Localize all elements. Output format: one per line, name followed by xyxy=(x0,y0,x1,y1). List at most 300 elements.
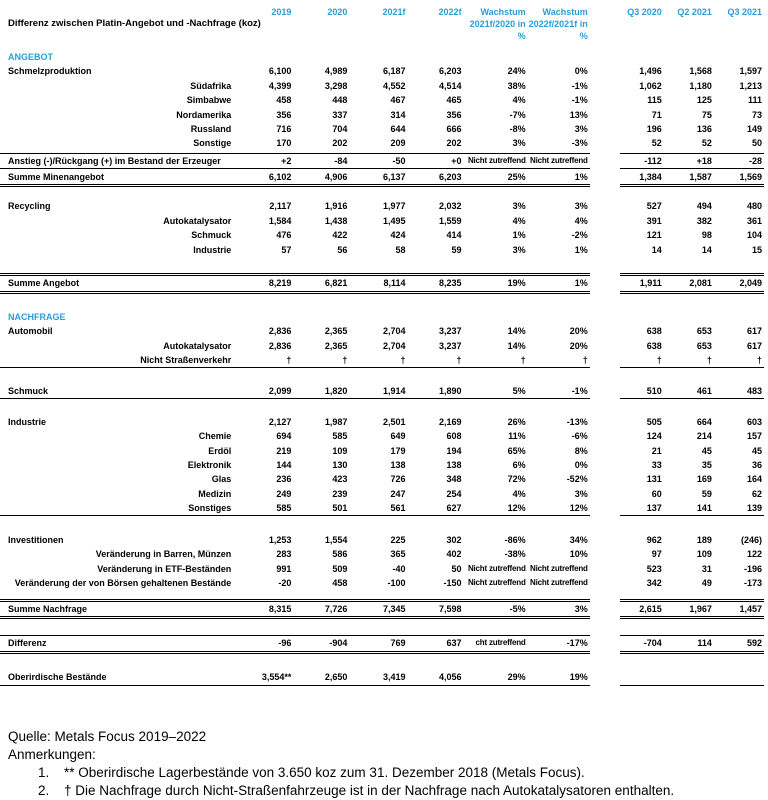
cell: 3% xyxy=(574,123,588,134)
cell: 24% xyxy=(507,66,526,77)
cell: 3% xyxy=(512,201,526,212)
cell: 664 xyxy=(696,416,712,427)
cell: 337 xyxy=(332,109,348,120)
cell: -28 xyxy=(714,153,764,168)
cell: 467 xyxy=(390,95,406,106)
cell: † xyxy=(714,353,764,368)
row-spacer xyxy=(0,292,764,302)
cell: 608 xyxy=(446,431,462,442)
row-label: Medizin xyxy=(198,488,232,499)
cell: 138 xyxy=(390,460,406,471)
footnote-2-text: † Die Nachfrage durch Nicht-Straßenfahrzeuge ist in der Nachfrage nach Autokatalysatoren enthalten. xyxy=(64,782,675,798)
cell: 365 xyxy=(390,549,406,560)
cell: 527 xyxy=(646,201,662,212)
cell: 494 xyxy=(696,201,712,212)
cell: 314 xyxy=(390,109,406,120)
row-spacer xyxy=(0,185,764,199)
table-row xyxy=(0,444,764,458)
col-header-growth2-line3: % xyxy=(579,31,588,41)
column-gap xyxy=(590,18,620,30)
cell: 6% xyxy=(512,460,526,471)
cell: 49 xyxy=(701,578,712,589)
cell: -1% xyxy=(571,95,588,106)
cell: 1,916 xyxy=(324,201,348,212)
cell: 694 xyxy=(276,431,292,442)
cell: 1,438 xyxy=(324,215,348,226)
row-spacer xyxy=(0,652,764,670)
cell: 391 xyxy=(646,215,662,226)
table-body xyxy=(0,42,764,685)
cell: 6,102 xyxy=(236,169,293,185)
cell: 2,704 xyxy=(382,326,406,337)
cell: 59 xyxy=(701,488,712,499)
column-gap xyxy=(590,429,620,443)
row-spacer xyxy=(0,257,764,275)
cell: 0% xyxy=(574,460,588,471)
cell: 4% xyxy=(512,215,526,226)
cell: 179 xyxy=(390,445,406,456)
footnote-2-number: 2. xyxy=(38,782,50,798)
cell: 109 xyxy=(696,549,712,560)
column-gap xyxy=(590,501,620,516)
cell: 4% xyxy=(574,215,588,226)
table-row xyxy=(0,576,764,590)
cell: 510 xyxy=(620,384,664,399)
cell: cht zutreffend xyxy=(464,636,528,652)
cell: 2,032 xyxy=(439,201,462,212)
cell: 164 xyxy=(746,474,762,485)
cell: 7,726 xyxy=(293,600,349,617)
cell: 1,987 xyxy=(324,416,348,427)
cell: 115 xyxy=(647,95,662,106)
cell: 73 xyxy=(751,109,762,120)
cell: 144 xyxy=(276,460,292,471)
cell: 2,365 xyxy=(324,326,348,337)
cell: 8,315 xyxy=(236,600,293,617)
cell: 2,836 xyxy=(268,326,292,337)
cell: +0 xyxy=(407,153,463,168)
cell: 2,704 xyxy=(382,340,406,351)
cell: 458 xyxy=(332,578,348,589)
cell: 382 xyxy=(696,215,712,226)
cell: Nicht zutreffend xyxy=(467,563,526,573)
cell: -17% xyxy=(528,636,590,652)
cell: 72% xyxy=(507,474,526,485)
table-row xyxy=(0,242,764,256)
row-label: Anstieg (-)/Rückgang (+) im Bestand der Erzeuger xyxy=(0,153,236,168)
cell: 52 xyxy=(651,138,662,149)
row-label: Investitionen xyxy=(8,535,64,546)
table-row xyxy=(0,153,764,168)
cell: 356 xyxy=(446,109,462,120)
table-row xyxy=(0,472,764,486)
row-label: Chemie xyxy=(198,431,232,442)
col-header-growth1-line2: 2021f/2020 in xyxy=(469,19,526,29)
cell: 704 xyxy=(332,123,348,134)
table-row xyxy=(0,353,764,368)
cell: 45 xyxy=(751,445,762,456)
cell: 3,237 xyxy=(439,340,462,351)
footnote-1-text: ** Oberirdische Lagerbestände von 3.650 koz zum 31. Dezember 2018 (Metals Focus). xyxy=(64,764,585,780)
table-row xyxy=(0,136,764,150)
cell: 109 xyxy=(332,445,348,456)
column-gap xyxy=(590,324,620,338)
row-label: Sonstige xyxy=(193,138,232,149)
column-gap xyxy=(590,93,620,107)
table-row xyxy=(0,339,764,353)
column-gap xyxy=(590,107,620,121)
row-label: Simbabwe xyxy=(186,95,232,106)
cell: 1% xyxy=(574,244,588,255)
cell: 1,457 xyxy=(714,600,764,617)
column-gap xyxy=(590,79,620,93)
table-row xyxy=(0,458,764,472)
cell: 617 xyxy=(746,340,762,351)
column-gap xyxy=(590,472,620,486)
cell: 458 xyxy=(276,95,292,106)
table-row xyxy=(0,79,764,93)
cell: -196 xyxy=(743,563,762,574)
cell: 6,203 xyxy=(407,169,463,185)
cell: 5% xyxy=(464,384,528,399)
cell: 60 xyxy=(651,488,662,499)
cell: 14% xyxy=(507,326,526,337)
cell: 1,062 xyxy=(639,80,662,91)
cell: 637 xyxy=(407,636,463,652)
cell: 1,820 xyxy=(293,384,349,399)
cell: 2,049 xyxy=(714,275,764,292)
cell: -86% xyxy=(504,535,526,546)
cell: 1% xyxy=(528,169,590,185)
column-gap xyxy=(590,30,620,42)
cell: 14 xyxy=(651,244,662,255)
cell: 1,554 xyxy=(324,535,348,546)
cell: 131 xyxy=(646,474,662,485)
cell: 71 xyxy=(651,109,662,120)
table-row xyxy=(0,487,764,501)
cell: 638 xyxy=(646,326,662,337)
cell: Nicht zutreffend xyxy=(528,153,590,168)
table-row xyxy=(0,547,764,561)
table-row xyxy=(0,429,764,443)
cell: 170 xyxy=(276,138,292,149)
row-label: Glas xyxy=(211,474,232,485)
table-row xyxy=(0,533,764,547)
cell: 14 xyxy=(701,244,712,255)
cell: 121 xyxy=(646,230,662,241)
table-row xyxy=(0,562,764,576)
cell: † xyxy=(293,353,349,368)
cell: 104 xyxy=(746,230,762,241)
cell: 3% xyxy=(512,138,526,149)
cell: 1,213 xyxy=(739,80,762,91)
table-row xyxy=(0,214,764,228)
cell: -20 xyxy=(278,578,292,589)
cell: 638 xyxy=(646,340,662,351)
cell: 3,237 xyxy=(439,326,462,337)
cell: -8% xyxy=(509,123,526,134)
footnote-2 xyxy=(8,782,764,800)
cell: 666 xyxy=(446,123,462,134)
cell: 29% xyxy=(464,670,528,685)
cell: 1,587 xyxy=(664,169,714,185)
cell: 125 xyxy=(696,95,712,106)
cell: 12% xyxy=(464,501,528,516)
column-gap xyxy=(590,487,620,501)
cell: 111 xyxy=(747,95,762,106)
cell: 35 xyxy=(701,460,712,471)
cell: 3% xyxy=(574,488,588,499)
cell: 122 xyxy=(746,549,762,560)
cell: 1,914 xyxy=(349,384,407,399)
row-label: Autokatalysator xyxy=(163,340,232,351)
cell: 2,169 xyxy=(439,416,462,427)
cell: 124 xyxy=(646,431,662,442)
cell: 8,219 xyxy=(236,275,293,292)
cell: -1% xyxy=(528,384,590,399)
cell: 361 xyxy=(746,215,762,226)
cell: -38% xyxy=(504,549,526,560)
cell: 1,597 xyxy=(739,66,762,77)
cell xyxy=(714,670,764,685)
table-row xyxy=(0,122,764,136)
row-label: Summe Nachfrage xyxy=(0,600,236,617)
cell: -6% xyxy=(571,431,588,442)
cell: 25% xyxy=(464,169,528,185)
cell: 3% xyxy=(528,600,590,617)
cell: 38% xyxy=(507,80,526,91)
cell: 0% xyxy=(574,66,588,77)
cell: 465 xyxy=(446,95,462,106)
cell: 59 xyxy=(451,244,462,255)
cell: 8% xyxy=(574,445,588,456)
cell: 11% xyxy=(508,431,526,442)
cell: 236 xyxy=(276,474,292,485)
row-label: Sonstiges xyxy=(0,501,236,516)
cell: 6,100 xyxy=(268,66,292,77)
column-gap xyxy=(590,169,620,185)
cell: 4% xyxy=(512,488,526,499)
row-label: Elektronik xyxy=(187,460,232,471)
cell: 356 xyxy=(276,109,292,120)
cell: 585 xyxy=(332,431,348,442)
row-label: Erdöl xyxy=(208,445,232,456)
cell: 617 xyxy=(746,326,762,337)
cell: 1% xyxy=(512,230,526,241)
table-row xyxy=(0,501,764,516)
header-row-title xyxy=(0,18,764,30)
cell: +18 xyxy=(664,153,714,168)
cell: -173 xyxy=(743,578,762,589)
cell: -100 xyxy=(387,578,406,589)
cell: 45 xyxy=(701,445,712,456)
section-label: ANGEBOT xyxy=(8,52,53,62)
col-header-2022f: 2022f xyxy=(438,7,462,17)
column-gap xyxy=(590,353,620,368)
row-label: Summe Angebot xyxy=(0,275,236,292)
row-label: Differenz xyxy=(0,636,236,652)
cell: 2,501 xyxy=(382,416,406,427)
cell: 3,554** xyxy=(236,670,293,685)
cell: -150 xyxy=(443,578,462,589)
cell: 1,180 xyxy=(689,80,712,91)
cell: 4,906 xyxy=(293,169,349,185)
cell: 4,552 xyxy=(382,80,406,91)
cell: 2,117 xyxy=(269,201,292,212)
row-label: Summe Minenangebot xyxy=(0,169,236,185)
cell: 52 xyxy=(701,138,712,149)
cell: 644 xyxy=(390,123,406,134)
header-row-percent xyxy=(0,30,764,42)
table-row xyxy=(0,64,764,78)
col-header-growth1: Wachstum xyxy=(480,7,526,17)
cell: 139 xyxy=(714,501,764,516)
cell: 2,836 xyxy=(268,340,292,351)
cell: 627 xyxy=(407,501,463,516)
cell: 149 xyxy=(746,123,762,134)
row-label: Südafrika xyxy=(190,80,232,91)
cell: 2,365 xyxy=(324,340,348,351)
cell: 247 xyxy=(390,488,406,499)
table-row xyxy=(0,228,764,242)
row-spacer xyxy=(0,516,764,533)
cell: † xyxy=(620,353,664,368)
header-row-years xyxy=(0,6,764,18)
cell: -40 xyxy=(392,563,406,574)
table-row xyxy=(0,384,764,399)
cell: 4,989 xyxy=(324,66,348,77)
row-label: Industrie xyxy=(193,244,232,255)
cell: Nicht zutreffend xyxy=(530,578,588,588)
cell: 169 xyxy=(696,474,712,485)
row-label: Industrie xyxy=(8,416,47,427)
cell: 414 xyxy=(446,230,462,241)
cell: 50 xyxy=(451,563,462,574)
footer xyxy=(0,728,764,800)
cell: -904 xyxy=(293,636,349,652)
cell: 114 xyxy=(664,636,714,652)
cell: 2,099 xyxy=(236,384,293,399)
cell: 653 xyxy=(696,340,712,351)
cell: 13% xyxy=(569,109,588,120)
row-spacer xyxy=(0,590,764,600)
cell: 1,559 xyxy=(439,215,462,226)
cell: -112 xyxy=(620,153,664,168)
cell: -7% xyxy=(509,109,526,120)
cell: -52% xyxy=(566,474,588,485)
col-header-2021f: 2021f xyxy=(382,7,406,17)
cell: 20% xyxy=(569,326,588,337)
row-label: Oberirdische Bestände xyxy=(0,670,236,685)
section-label: NACHFRAGE xyxy=(8,312,66,323)
cell: 157 xyxy=(746,431,762,442)
cell xyxy=(664,670,714,685)
cell: 1,569 xyxy=(714,169,764,185)
cell: 97 xyxy=(651,549,662,560)
column-gap xyxy=(590,228,620,242)
cell: 19% xyxy=(464,275,528,292)
table-row xyxy=(0,107,764,121)
cell: -96 xyxy=(236,636,293,652)
cell: 3,298 xyxy=(324,80,348,91)
column-gap xyxy=(590,415,620,429)
cell: 15 xyxy=(751,244,762,255)
cell: † xyxy=(464,353,528,368)
table-row xyxy=(0,670,764,685)
cell: -3% xyxy=(571,138,588,149)
cell: 57 xyxy=(281,244,292,255)
cell: 448 xyxy=(332,95,348,106)
cell: 423 xyxy=(332,474,348,485)
row-label: Automobil xyxy=(8,326,53,337)
cell: 653 xyxy=(696,326,712,337)
table-row xyxy=(0,636,764,652)
source-line: Quelle: Metals Focus 2019–2022 xyxy=(8,728,207,744)
cell: 586 xyxy=(332,549,348,560)
cell xyxy=(620,670,664,685)
row-label: Russland xyxy=(190,123,232,134)
cell: 7,345 xyxy=(349,600,407,617)
column-gap xyxy=(590,562,620,576)
footnote-1 xyxy=(8,764,764,782)
cell: 585 xyxy=(236,501,293,516)
cell: 20% xyxy=(569,340,588,351)
cell: 1,253 xyxy=(268,535,292,546)
cell: 225 xyxy=(390,535,406,546)
cell: 476 xyxy=(276,230,292,241)
cell: 2,127 xyxy=(268,416,292,427)
cell: † xyxy=(349,353,407,368)
cell: 4,056 xyxy=(407,670,463,685)
cell: 14% xyxy=(507,340,526,351)
row-label: Veränderung der von Börsen gehaltenen Bestände xyxy=(14,578,232,589)
cell: 6,137 xyxy=(349,169,407,185)
column-gap xyxy=(590,64,620,78)
cell: -50 xyxy=(349,153,407,168)
row-spacer xyxy=(0,368,764,384)
table-row xyxy=(0,275,764,292)
cell: 202 xyxy=(446,138,462,149)
cell: 422 xyxy=(332,230,348,241)
cell: 75 xyxy=(701,109,712,120)
cell: 7,598 xyxy=(407,600,463,617)
column-gap xyxy=(590,670,620,685)
table-row xyxy=(0,199,764,213)
cell: 6,821 xyxy=(293,275,349,292)
cell: 3,419 xyxy=(349,670,407,685)
cell: 239 xyxy=(332,488,348,499)
cell: 1,495 xyxy=(382,215,406,226)
cell: 36 xyxy=(751,460,762,471)
cell: 34% xyxy=(569,535,588,546)
cell: -2% xyxy=(571,230,588,241)
cell: 561 xyxy=(349,501,407,516)
cell: Nicht zutreffend xyxy=(530,563,588,573)
cell: 19% xyxy=(528,670,590,685)
row-label: Veränderung in Barren, Münzen xyxy=(95,549,232,560)
cell: † xyxy=(236,353,293,368)
cell: 505 xyxy=(646,416,662,427)
col-header-growth2-line2: 2022f/2021f in xyxy=(528,19,588,29)
column-gap xyxy=(590,199,620,213)
cell: 1,496 xyxy=(639,66,662,77)
cell: 523 xyxy=(646,563,662,574)
cell: 342 xyxy=(646,578,662,589)
column-gap xyxy=(590,458,620,472)
column-gap xyxy=(590,547,620,561)
row-label: Nordamerika xyxy=(176,109,232,120)
cell: 4,399 xyxy=(268,80,292,91)
